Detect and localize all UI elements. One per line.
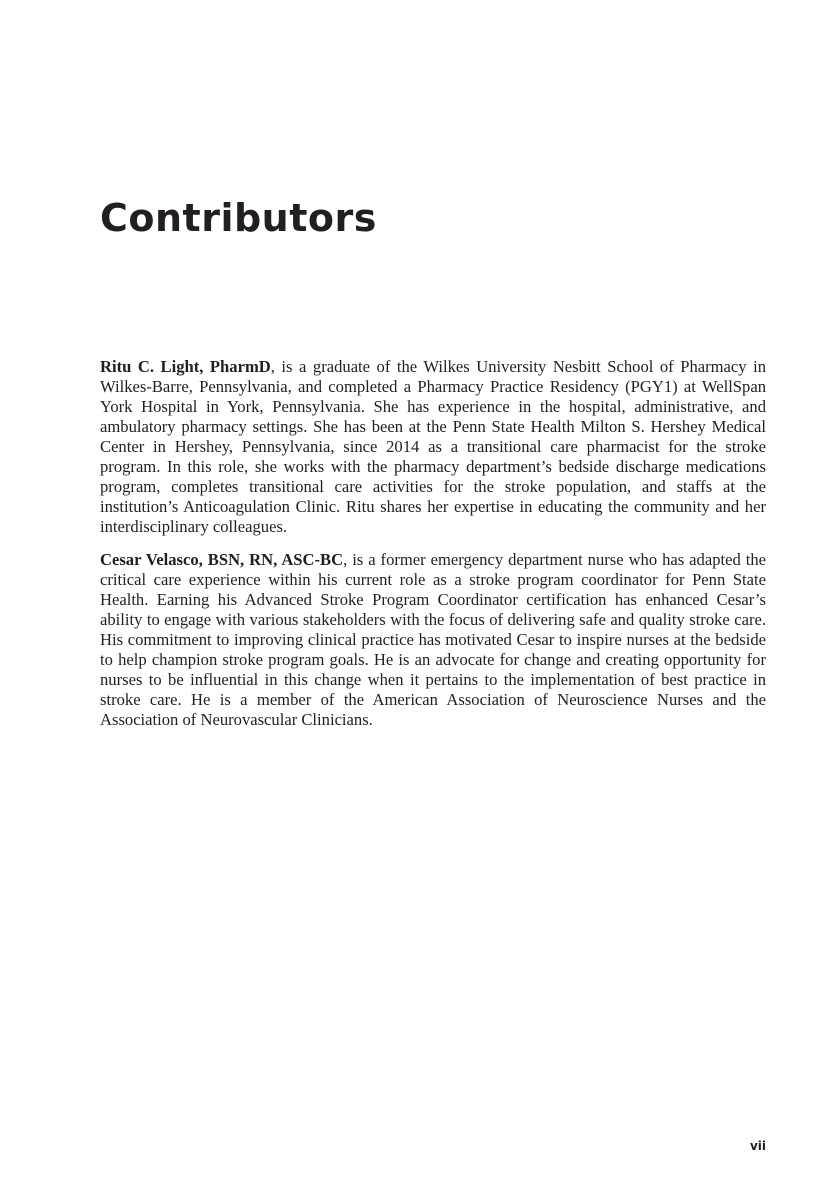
contributor-name: Ritu C. Light, PharmD (100, 357, 271, 376)
contributor-bio-ritu-light (100, 357, 766, 537)
contributor-name: Cesar Velasco, BSN, RN, ASC-BC (100, 550, 344, 569)
page-number: vii (749, 1139, 766, 1153)
contributor-bio-cesar-velasco (100, 550, 766, 730)
page-title: Contributors (100, 196, 377, 240)
contributor-bio-text: , is a graduate of the Wilkes University Nesbitt School of Pharmacy in Wilkes-Barre, Pennsylvania, and completed a Pharmacy Practice Residency (PGY1) at WellSpan York Hospital in York, Pennsylvania. She has experience in the hospital, administrative, and ambulatory pharmacy settings. She has been at the Penn State Health Milton S. Hershey Medical Center in Hershey, Pennsylvania, since 2014 as a transitional care pharmacist for the stroke program. In this role, she works with the pharmacy department’s bedside discharge medications program, completes transitional care activities for the stroke population, and staffs at the institution’s Anticoagulation Clinic. Ritu shares her expertise in educating the community and her interdisciplinary colleagues. (100, 357, 767, 536)
contributors-list (100, 357, 766, 743)
contributor-bio-text: , is a former emergency department nurse who has adapted the critical care experience within his current role as a stroke program coordinator for Penn State Health. Earning his Advanced Stroke Program Coordinator certification has enhanced Cesar’s ability to engage with various stakeholders with the focus of delivering safe and quality stroke care. His commitment to improving clinical practice has motivated Cesar to inspire nurses at the bedside to help champion stroke program goals. He is an advocate for change and creating opportunity for nurses to be influential in this change when it pertains to the implementation of best practice in stroke care. He is a member of the American Association of Neuroscience Nurses and the Association of Neurovascular Clinicians. (100, 550, 766, 729)
